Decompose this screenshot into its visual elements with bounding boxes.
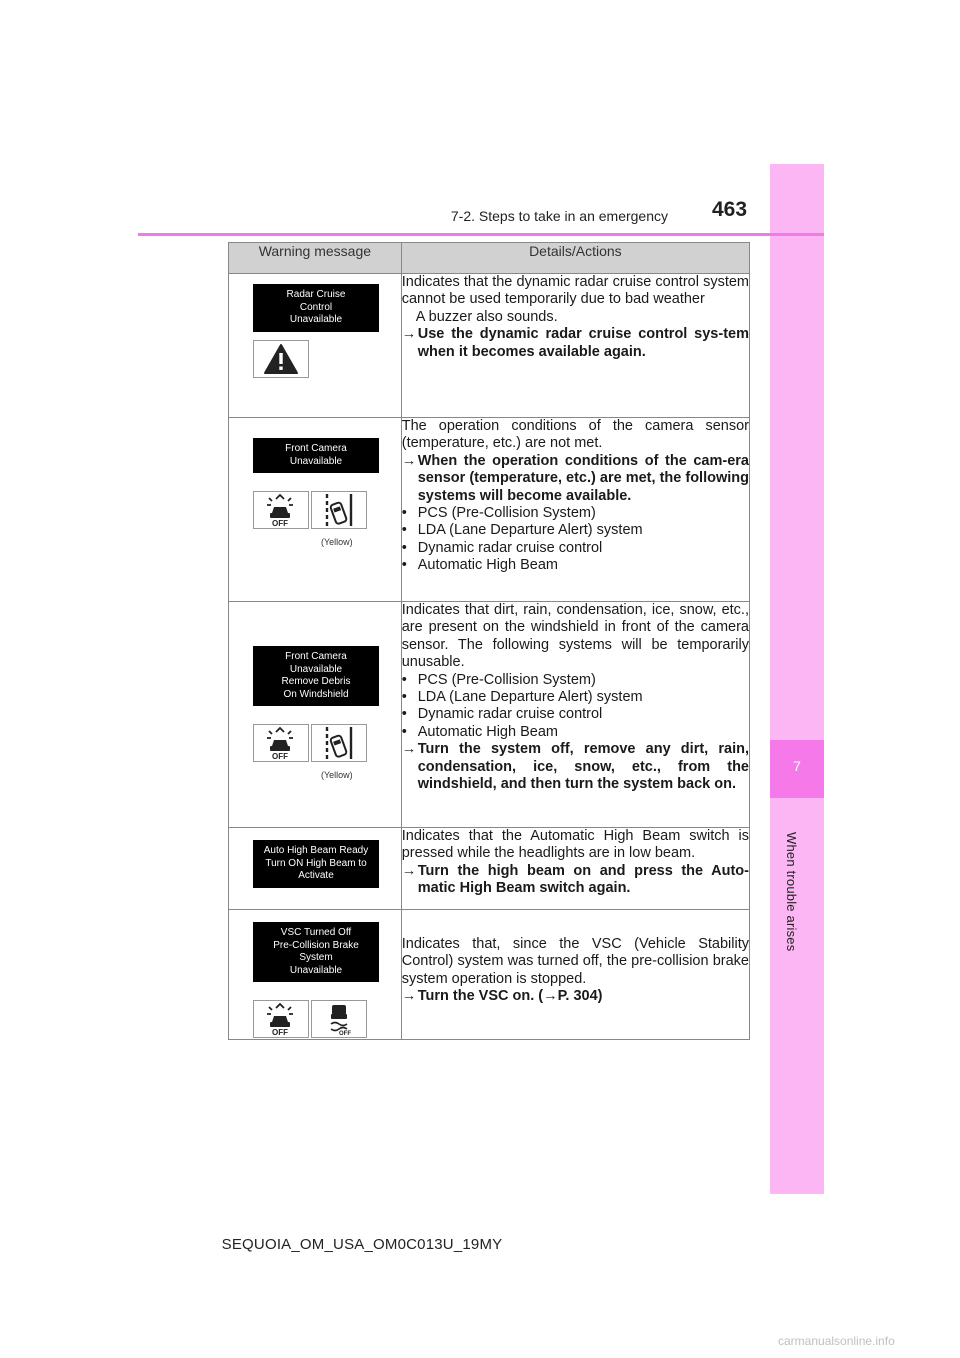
svg-text:OFF: OFF [272, 1028, 288, 1036]
message-line: Unavailable [289, 314, 343, 325]
message-line: On Windshield [283, 688, 349, 700]
lda-icon [311, 724, 367, 762]
details-cell [401, 274, 749, 418]
indicator-icons [253, 491, 401, 529]
table-header-row [229, 243, 750, 274]
action-instruction [402, 863, 749, 898]
column-header-warning-message: Warning message [229, 243, 402, 274]
list-item [402, 689, 749, 706]
details-cell [401, 418, 749, 602]
message-line: Pre-Collision Brake [273, 939, 359, 951]
note-text: A buzzer also sounds. [415, 308, 558, 325]
list-item [402, 505, 749, 522]
arrow-icon: → [401, 988, 417, 1005]
indicator-icons [253, 724, 401, 762]
warning-message-display [253, 922, 379, 982]
description-text: The operation conditions of the camera sensor (temperature, etc.) are not met. [401, 418, 749, 452]
arrow-icon: → [401, 326, 417, 343]
section-title: 7-2. Steps to take in an emergency [450, 208, 668, 224]
page-number: 463 [712, 198, 748, 221]
bullet-icon: • [401, 723, 407, 740]
details-cell [401, 828, 749, 910]
description-text: Indicates that the dynamic radar cruise control system cannot be used temporarily due to bad weather [401, 274, 749, 308]
message-line: VSC Turned Off [280, 927, 352, 938]
bullet-icon: • [401, 671, 407, 688]
message-line: Control [299, 301, 333, 313]
message-line: Activate [298, 870, 334, 881]
bullet-icon: • [401, 505, 407, 522]
action-text: Use the dynamic radar cruise control sys-tem when it becomes available again. [417, 326, 749, 360]
document-code: SEQUOIA_OM_USA_OM0C013U_19MY [221, 1236, 503, 1253]
column-header-details-actions: Details/Actions [401, 243, 749, 274]
bullet-icon: • [401, 557, 407, 574]
action-text: Turn the system off, remove any dirt, rain, condensation, ice, snow, etc., from the windshield, and then turn the system back on. [417, 741, 749, 793]
list-item [402, 540, 749, 557]
warning-message-display [253, 284, 379, 332]
table-body [229, 274, 750, 1040]
message-line: Remove Debris [281, 676, 351, 687]
list-item [402, 557, 749, 574]
message-line: Unavailable [289, 964, 343, 976]
list-item [402, 724, 749, 741]
svg-text:OFF: OFF [272, 752, 288, 760]
list-item [402, 522, 749, 539]
list-item-text: PCS (Pre-Collision System) [417, 671, 596, 688]
message-line: Front Camera [285, 443, 347, 454]
table-row [229, 602, 750, 828]
message-line: Radar Cruise [286, 289, 346, 300]
warning-message-display [253, 646, 379, 706]
table-row [229, 828, 750, 910]
vsc-off-icon [311, 1000, 367, 1038]
svg-text:OFF: OFF [272, 519, 288, 527]
indicator-icons [253, 340, 401, 378]
list-item [402, 706, 749, 723]
list-item [402, 672, 749, 689]
svg-text:OFF: OFF [339, 1031, 351, 1036]
list-item-text: Dynamic radar cruise control [417, 706, 603, 723]
action-text: When the operation conditions of the cam-era sensor (temperature, etc.) are met, the following systems will become available. [417, 452, 749, 504]
header-rule [138, 233, 824, 236]
warning-message-cell [229, 274, 402, 418]
chapter-title: When trouble arises [784, 832, 799, 952]
list-item-text: Automatic High Beam [417, 723, 558, 740]
chapter-number: 7 [793, 758, 801, 774]
chapter-side-band [770, 164, 824, 1194]
warning-message-cell [229, 828, 402, 910]
arrow-icon: → [401, 452, 417, 469]
icon-color-note: (Yellow) [321, 770, 353, 780]
warning-message-cell [229, 602, 402, 828]
warning-message-display [253, 438, 379, 473]
list-item-text: LDA (Lane Departure Alert) system [417, 522, 643, 539]
action-text: Turn the high beam on and press the Auto-matic High Beam switch again. [417, 862, 749, 897]
warning-message-cell [229, 910, 402, 1040]
action-instruction [402, 453, 749, 505]
list-item-text: Automatic High Beam [417, 557, 558, 574]
message-line: Turn ON High Beam to [265, 857, 367, 869]
bullet-icon: • [401, 706, 407, 723]
pcs-off-icon [253, 724, 309, 762]
message-line: Auto High Beam Ready [263, 845, 369, 856]
table-row [229, 274, 750, 418]
details-cell [401, 602, 749, 828]
action-instruction [402, 741, 749, 793]
pcs-off-icon [253, 491, 309, 529]
arrow-icon: → [401, 741, 417, 758]
message-line: System [299, 952, 333, 963]
table-row [229, 910, 750, 1040]
description-text: Indicates that, since the VSC (Vehicle Stability Control) system was turned off, the pre-collision brake system operation is stopped. [401, 936, 749, 987]
watermark: carmanualsonline.info [778, 1334, 895, 1348]
message-line: Unavailable [289, 455, 343, 467]
list-item-text: PCS (Pre-Collision System) [417, 505, 596, 522]
warning-triangle-icon [253, 340, 309, 378]
lda-icon [311, 491, 367, 529]
warning-message-display [253, 840, 379, 888]
icon-color-note: (Yellow) [321, 537, 353, 547]
arrow-icon: → [401, 862, 417, 879]
indicator-icons [253, 1000, 401, 1038]
list-item-text: LDA (Lane Departure Alert) system [417, 689, 643, 706]
action-text: Turn the VSC on. (→P. 304) [417, 988, 603, 1005]
footer [0, 1236, 960, 1253]
pcs-off-icon [253, 1000, 309, 1038]
description-text: Indicates that dirt, rain, condensation, ice, snow, etc., are present on the windshield in front of the camera sensor. The following systems will be temporarily unusable. [401, 602, 749, 671]
bullet-icon: • [401, 522, 407, 539]
message-line: Unavailable [289, 663, 343, 675]
list-item-text: Dynamic radar cruise control [417, 539, 603, 556]
action-instruction [402, 326, 749, 361]
action-instruction [402, 988, 749, 1005]
description-text: Indicates that the Automatic High Beam switch is pressed while the headlights are in low beam. [401, 828, 749, 862]
message-line: Front Camera [285, 651, 347, 662]
details-cell [401, 910, 749, 1040]
warning-message-table [228, 242, 750, 1040]
table-row [229, 418, 750, 602]
warning-message-cell [229, 418, 402, 602]
bullet-icon: • [401, 689, 407, 706]
bullet-icon: • [401, 539, 407, 556]
